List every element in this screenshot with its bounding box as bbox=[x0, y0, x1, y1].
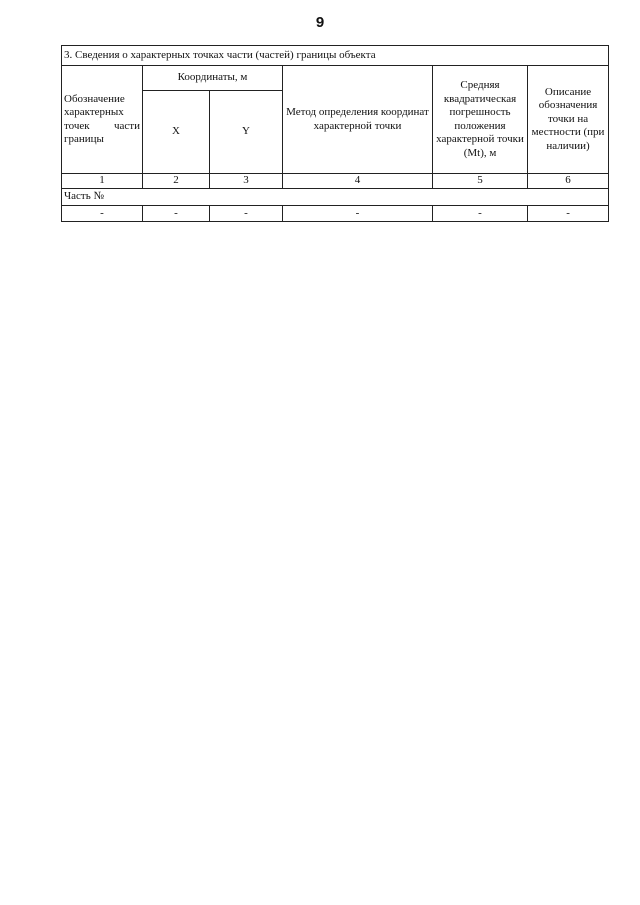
header-method: Метод определения координат характерной точки bbox=[283, 66, 433, 174]
column-number: 6 bbox=[528, 174, 609, 189]
table-cell: - bbox=[528, 206, 609, 222]
header-point-designation-line: границы bbox=[64, 133, 104, 145]
section-title: 3. Сведения о характерных точках части (частей) границы объекта bbox=[62, 46, 609, 66]
header-accuracy: Средняя квадратическая погрешность положения характерной точки (Mt), м bbox=[433, 66, 528, 174]
header-point-designation-line: точек части bbox=[64, 119, 140, 132]
characteristic-points-table bbox=[61, 45, 609, 222]
column-number: 2 bbox=[143, 174, 210, 189]
column-number: 5 bbox=[433, 174, 528, 189]
header-description: Описание обозначения точки на местности (при наличии) bbox=[528, 66, 609, 174]
header-y: Y bbox=[210, 91, 283, 174]
header-coordinates: Координаты, м bbox=[143, 66, 283, 91]
table-cell: - bbox=[143, 206, 210, 222]
header-point-designation bbox=[62, 66, 143, 174]
table-row bbox=[62, 206, 609, 222]
page-number: 9 bbox=[315, 14, 325, 31]
column-number: 3 bbox=[210, 174, 283, 189]
column-number: 4 bbox=[283, 174, 433, 189]
table-cell: - bbox=[62, 206, 143, 222]
header-point-designation-line: характерных bbox=[64, 106, 124, 118]
table-cell: - bbox=[210, 206, 283, 222]
part-label: Часть № bbox=[62, 189, 609, 206]
column-number: 1 bbox=[62, 174, 143, 189]
column-number-row bbox=[62, 174, 609, 189]
header-x: X bbox=[143, 91, 210, 174]
table-cell: - bbox=[433, 206, 528, 222]
table-cell: - bbox=[283, 206, 433, 222]
header-point-designation-line: Обозначение bbox=[64, 92, 125, 105]
